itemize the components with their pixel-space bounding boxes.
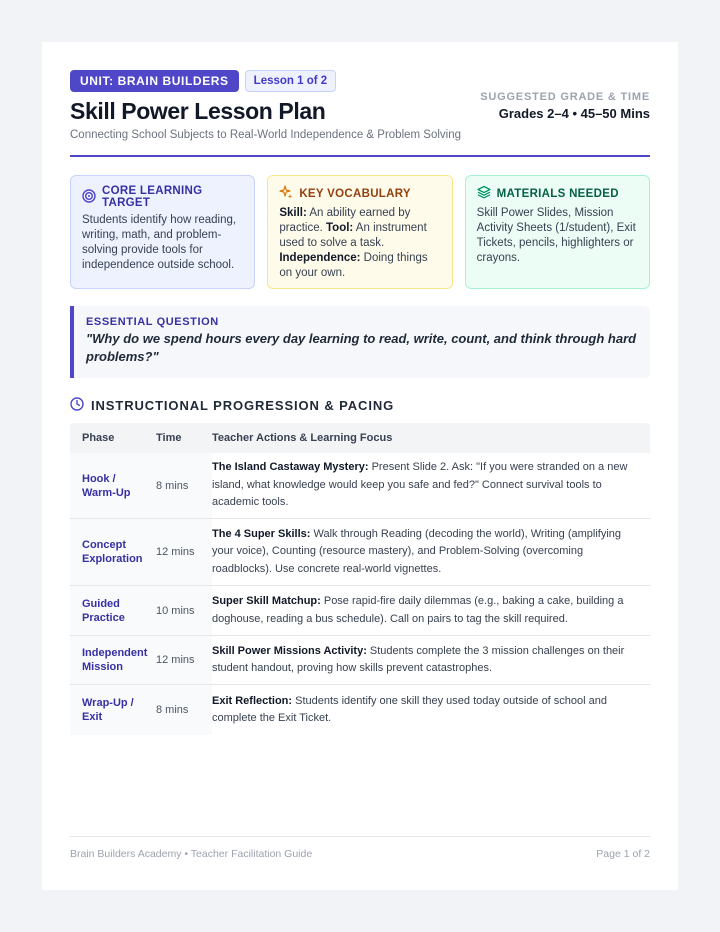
essential-text: "Why do we spend hours every day learning to read, write, count, and think through hard problems?" (86, 331, 637, 364)
footer-source: Brain Builders Academy • Teacher Facilitation Guide (70, 848, 313, 860)
header-time: Time (156, 432, 182, 444)
activity-text: Present Slide 2. Ask: "If you were stranded on a new island, what knowledge would keep you safe and fed?" Connect survival tools to academic tools. (212, 461, 628, 509)
actions-cell (212, 459, 650, 512)
actions-cell (212, 643, 650, 678)
phase-cell: Independent Mission (70, 636, 156, 684)
page-subtitle: Connecting School Subjects to Real-World Independence & Problem Solving (70, 129, 462, 141)
materials-card (465, 175, 650, 289)
meta-label: SUGGESTED GRADE & TIME (480, 91, 650, 103)
actions-cell (212, 526, 650, 579)
meta-value: Grades 2–4 • 45–50 Mins (498, 106, 650, 121)
phase-cell: Guided Practice (70, 586, 156, 635)
card-header (477, 185, 638, 202)
card-body: Students identify how reading, writing, math, and problem-solving provide tools for independence outside school. (82, 214, 237, 271)
table-row (70, 586, 650, 636)
essential-label: ESSENTIAL QUESTION (86, 316, 219, 328)
activity-text: Students complete the 3 mission challenges on their student handout, proving how skills prevent catastrophes. (212, 644, 625, 674)
table-row (70, 685, 650, 735)
time-cell: 8 mins (156, 685, 212, 735)
badge-row (70, 70, 650, 92)
vocab-term-tool: Tool: (326, 222, 354, 234)
activity-text: Pose rapid-fire daily dilemmas (e.g., baking a cake, building a doghouse, reading a bus schedule). Call on pairs to tag the skill required. (212, 595, 624, 625)
card-title: CORE LEARNING TARGET (102, 185, 203, 209)
vocab-term-skill: Skill: (279, 207, 307, 219)
section-heading (70, 397, 650, 414)
vocab-term-independence: Independence: (279, 252, 361, 264)
header (70, 70, 650, 157)
vocab-def-tool: An instrument used to solve a task. (279, 222, 427, 249)
vocab-def-independence: Doing things on your own. (279, 252, 428, 279)
card-title: KEY VOCABULARY (299, 187, 411, 200)
grade-time-meta (480, 91, 650, 121)
page-title: Skill Power Lesson Plan (70, 98, 326, 124)
page-footer (70, 836, 650, 860)
pacing-table (70, 423, 650, 735)
activity-text: Walk through Reading (decoding the world), Writing (amplifying your voice), Counting (resource mastery), and Problem-Solving (overcoming roadblocks). Use concrete real-world vignettes. (212, 527, 622, 575)
info-cards (70, 175, 650, 289)
lesson-plan-page (42, 42, 678, 890)
phase-cell: Concept Exploration (70, 519, 156, 585)
time-cell: 12 mins (156, 636, 212, 684)
page-content (70, 70, 650, 735)
card-header (82, 185, 243, 209)
page-number: Page 1 of 2 (596, 848, 650, 860)
activity-text: Students identify one skill they used today outside of school and complete the Exit Ticket. (212, 694, 608, 724)
vocabulary-card (267, 175, 452, 289)
activity-title: Super Skill Matchup: (212, 595, 321, 607)
activity-title: Exit Reflection: (212, 694, 293, 707)
time-cell: 8 mins (156, 453, 212, 518)
header-actions: Teacher Actions & Learning Focus (212, 432, 393, 444)
card-header (279, 185, 440, 202)
card-body (279, 206, 440, 281)
table-row (70, 453, 650, 519)
phase-cell: Hook / Warm-Up (70, 453, 156, 518)
table-row (70, 519, 650, 586)
card-body: Skill Power Slides, Mission Activity Sheets (1/student), Exit Tickets, pencils, highlighters or crayons. (476, 207, 636, 264)
card-title: MATERIALS NEEDED (496, 187, 619, 200)
sparkle-icon (279, 185, 293, 202)
time-cell: 12 mins (156, 519, 212, 585)
time-cell: 10 mins (156, 586, 212, 635)
vocab-def-skill: An ability earned by practice. (279, 207, 411, 234)
lesson-badge: Lesson 1 of 2 (245, 70, 337, 92)
activity-title: Skill Power Missions Activity: (212, 644, 367, 657)
unit-badge: UNIT: BRAIN BUILDERS (70, 70, 239, 92)
activity-title: The 4 Super Skills: (212, 527, 311, 540)
table-header (70, 423, 650, 453)
clock-icon (70, 397, 84, 414)
table-row (70, 636, 650, 685)
learning-target-card (70, 175, 255, 289)
target-icon (82, 189, 96, 206)
header-phase: Phase (82, 432, 115, 444)
actions-cell (212, 693, 650, 728)
layers-icon (477, 185, 491, 202)
phase-cell: Wrap-Up / Exit (70, 685, 156, 735)
essential-question (70, 306, 650, 378)
section-title: INSTRUCTIONAL PROGRESSION & PACING (91, 398, 395, 413)
actions-cell (212, 593, 650, 628)
activity-title: The Island Castaway Mystery: (212, 461, 369, 474)
